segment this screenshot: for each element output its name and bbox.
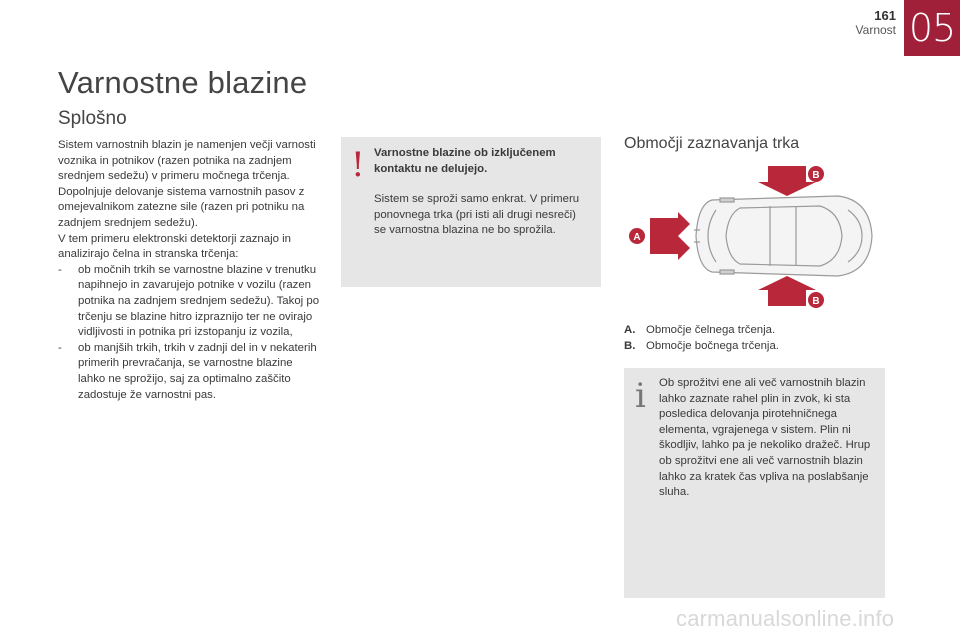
list-item <box>58 341 320 403</box>
legend-key: B. <box>624 340 636 352</box>
label-a-badge <box>629 228 645 244</box>
front-arrows <box>650 212 690 260</box>
side-arrows-top <box>758 166 816 196</box>
legend-item <box>624 322 874 338</box>
body-text <box>58 138 320 403</box>
zones-title: Območji zaznavanja trka <box>624 135 800 152</box>
legend-item <box>624 338 874 354</box>
label-b-top-badge <box>808 166 824 182</box>
warning-text: Sistem se sproži samo enkrat. V primeru ponovnega trka (pri isti ali drugi nesreči) se varnostna blazina ne bo sprožila. <box>374 193 580 237</box>
page-title: Varnostne blazine <box>58 65 308 100</box>
legend-text: Območje bočnega trčenja. <box>646 340 779 352</box>
watermark: carmanualsonline.info <box>676 606 895 631</box>
exclamation-icon: ! <box>351 145 365 185</box>
list-item-text: ob manjših trkih, trkih v zadnji del in v nekaterih primerih prevračanja, se varnostne blazine lahko ne sprožijo, saj za optimalno zaščito zadostuje že varnostni pas. <box>78 341 317 401</box>
list-dash: - <box>58 263 62 276</box>
paragraph-intro: Sistem varnostnih blazin je namenjen večji varnosti voznika in potnikov (razen potnika na zadnjem srednjem sedežu) v primeru močnega trčenja. Dopolnjuje delovanje sistema varnostnih pasov z omejevalnikom zatezne sile (razen pri potniku na zadnjem srednjem sedežu). <box>58 139 316 229</box>
label-b-top: B <box>812 170 820 181</box>
side-arrows-bottom <box>758 276 816 306</box>
legend-text: Območje čelnega trčenja. <box>646 324 776 336</box>
section-name: Varnost <box>855 23 896 37</box>
figure-legend <box>624 322 874 354</box>
list-item <box>58 263 320 341</box>
info-icon: i <box>635 376 646 416</box>
collision-zones-figure <box>620 160 886 312</box>
list-dash: - <box>58 341 62 354</box>
info-text: Ob sprožitvi ene ali več varnostnih blazin lahko zaznate rahel plin in zvok, ki sta posledica delovanja pirotehničnega elementa, vgrajenega v sistem. Plin ni škodljiv, lahko pa je nekoliko dražeč. Hrup ob sprožitvi ene ali več varnostnih blazin lahko za kratek čas vpliva na poslabšanje sluha. <box>659 377 871 499</box>
section-subtitle: Splošno <box>58 108 127 129</box>
label-b-bottom-badge <box>808 292 824 308</box>
paragraph-detectors: V tem primeru elektronski detektorji zaznajo in analizirajo čelna in stranska trčenja: <box>58 232 291 261</box>
car-top-view <box>694 196 872 276</box>
list-item-text: ob močnih trkih se varnostne blazine v trenutku napihnejo in zavarujejo potnike v vozilu (razen potnika na zadnjem srednjem sedežu). Takoj po trčenju se blazine hitro izpraznijo ter ne ovirajo vidljivosti in potnika pri izstopanju iz vozila, <box>78 263 320 339</box>
label-b-bottom: B <box>812 296 820 307</box>
chapter-tab: 05 <box>904 0 960 56</box>
legend-key: A. <box>624 324 636 336</box>
page-number: 161 <box>874 8 896 23</box>
label-a: A <box>633 232 641 243</box>
warning-heading: Varnostne blazine ob izključenem kontaktu ne delujejo. <box>374 147 556 175</box>
